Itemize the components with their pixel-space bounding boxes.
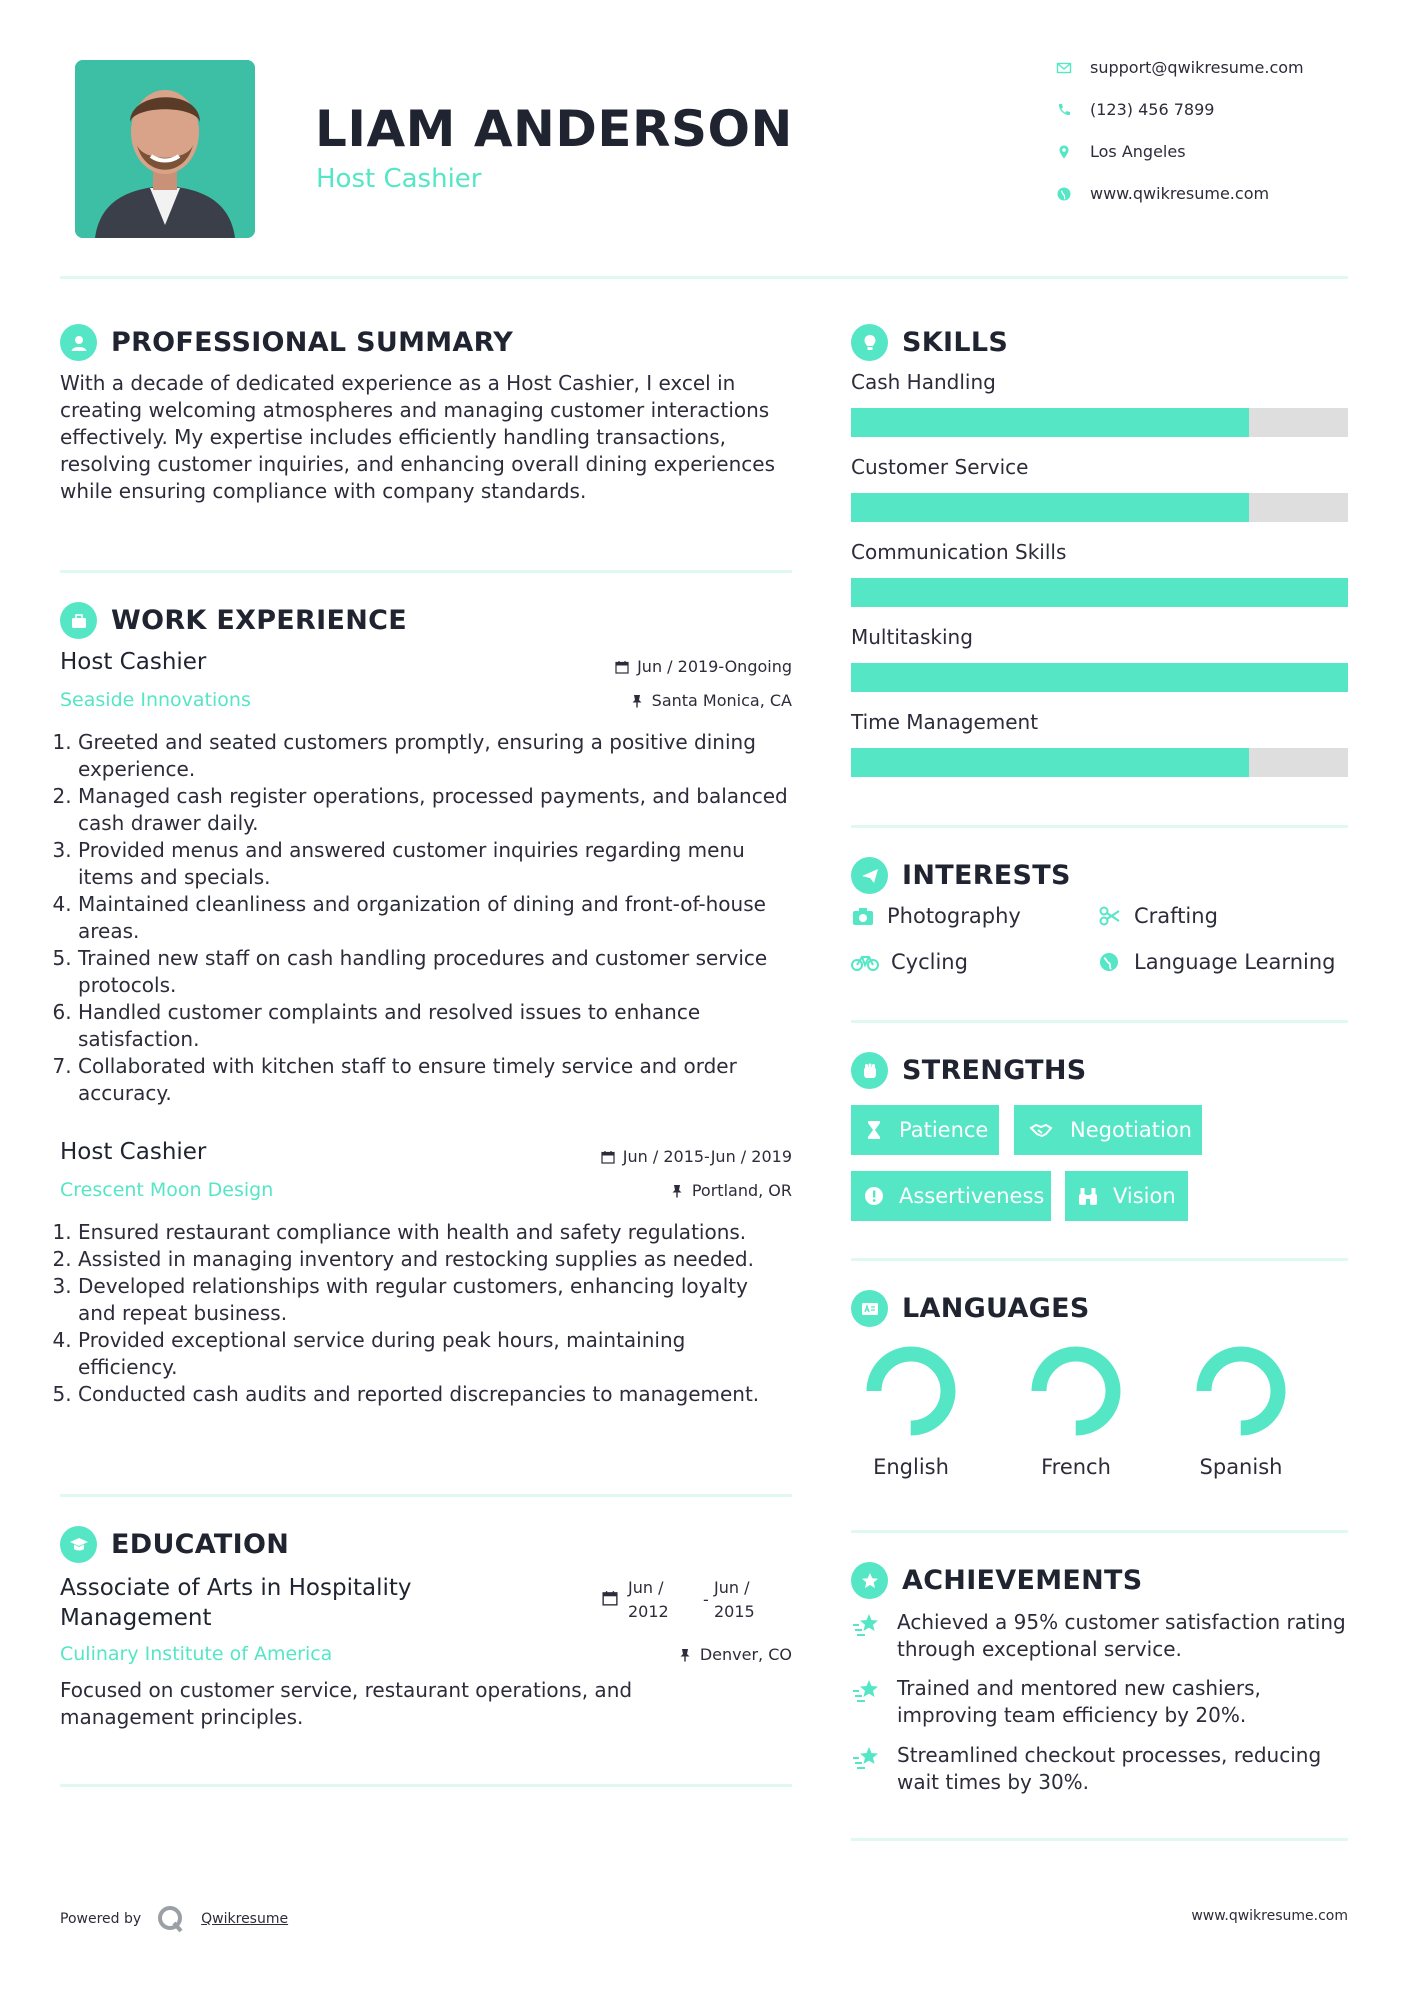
fist-icon xyxy=(851,1052,888,1089)
job-1-duty: 3. Provided menus and answered customer inquiries regarding menu items and specials. xyxy=(78,837,790,891)
avatar-illustration xyxy=(75,60,255,238)
interests-divider xyxy=(851,1020,1348,1023)
job-1-duty: 5. Trained new staff on cash handling procedures and customer service protocols. xyxy=(78,945,790,999)
job-2-duty: 5. Conducted cash audits and reported discrepancies to management. xyxy=(78,1381,790,1408)
footer-powered-by xyxy=(60,1905,288,1933)
camera-icon xyxy=(851,905,875,927)
calendar-icon xyxy=(615,660,629,674)
contact-phone-text: (123) 456 7899 xyxy=(1090,100,1215,119)
strength-chip xyxy=(1065,1171,1188,1221)
job-2-duty: 2. Assisted in managing inventory and restocking supplies as needed. xyxy=(78,1246,790,1273)
star-badge-icon xyxy=(851,1562,888,1599)
skills-divider xyxy=(851,825,1348,828)
achievement-item xyxy=(851,1609,1348,1663)
summary-heading xyxy=(60,324,513,361)
education-school: Culinary Institute of America xyxy=(60,1643,333,1665)
briefcase-icon xyxy=(60,602,97,639)
education-start-month: Jun / xyxy=(628,1578,664,1597)
education-end-month: Jun / xyxy=(714,1578,750,1597)
graduation-icon xyxy=(60,1526,97,1563)
job-2-company: Crescent Moon Design xyxy=(60,1179,274,1201)
contact-location xyxy=(1056,142,1186,161)
language-label: English xyxy=(873,1455,949,1479)
job-1-duty: 1. Greeted and seated customers promptly, ensuring a positive dining experience. xyxy=(78,729,790,783)
achievements-title: ACHIEVEMENTS xyxy=(902,1565,1143,1596)
contact-website-text: www.qwikresume.com xyxy=(1090,184,1270,203)
language-progress-ring xyxy=(1011,1345,1141,1437)
candidate-name: LIAM ANDERSON xyxy=(315,100,793,158)
strength-label: Assertiveness xyxy=(899,1184,1045,1208)
education-start-year: 2012 xyxy=(628,1602,669,1621)
phone-icon xyxy=(1056,102,1072,118)
job-2-duty: 4. Provided exceptional service during peak hours, maintaining efficiency. xyxy=(78,1327,790,1381)
skill-bar-fill xyxy=(851,578,1348,607)
skill-bar xyxy=(851,663,1348,692)
job-1-title: Host Cashier xyxy=(60,649,207,675)
user-icon xyxy=(60,324,97,361)
skill-bar xyxy=(851,578,1348,607)
envelope-icon xyxy=(1056,60,1072,76)
skill-name: Communication Skills xyxy=(851,540,1067,564)
summary-title: PROFESSIONAL SUMMARY xyxy=(111,327,514,358)
education-description: Focused on customer service, restaurant operations, and management principles. xyxy=(60,1678,633,1729)
interest-item xyxy=(851,904,1021,928)
job-2-location xyxy=(500,1181,792,1200)
education-location xyxy=(500,1645,792,1664)
language-label: French xyxy=(1041,1455,1111,1479)
strength-chip xyxy=(851,1171,1051,1221)
job-2-duty: 3. Developed relationships with regular customers, enhancing loyalty and repeat business. xyxy=(78,1273,790,1327)
globe-icon xyxy=(1056,186,1072,202)
qwikresume-logo-icon xyxy=(157,1905,185,1933)
interests-title: INTERESTS xyxy=(902,860,1071,891)
binoculars-icon xyxy=(1077,1185,1099,1207)
contact-location-text: Los Angeles xyxy=(1090,142,1186,161)
summary-divider xyxy=(60,570,792,573)
skill-name: Multitasking xyxy=(851,625,973,649)
hourglass-icon xyxy=(863,1119,885,1141)
interest-label: Photography xyxy=(887,904,1021,928)
interest-label: Crafting xyxy=(1134,904,1218,928)
pushpin-icon xyxy=(630,694,644,708)
header-divider xyxy=(60,276,1348,279)
language-progress-ring xyxy=(1176,1345,1306,1437)
education-title: EDUCATION xyxy=(111,1529,290,1560)
skill-bar-fill xyxy=(851,748,1249,777)
skill-name: Customer Service xyxy=(851,455,1029,479)
skill-bar xyxy=(851,408,1348,437)
interests-heading xyxy=(851,857,1071,894)
language-item xyxy=(1176,1345,1306,1479)
interest-item xyxy=(1098,904,1218,928)
strength-label: Negotiation xyxy=(1070,1118,1192,1142)
skill-name: Cash Handling xyxy=(851,370,996,394)
job-2-location-text: Portland, OR xyxy=(691,1181,792,1200)
shooting-star-icon xyxy=(851,1744,883,1772)
candidate-title: Host Cashier xyxy=(316,164,482,194)
job-1-location xyxy=(500,691,792,710)
language-card-icon xyxy=(851,1290,888,1327)
contact-website[interactable] xyxy=(1056,184,1269,203)
shooting-star-icon xyxy=(851,1611,883,1639)
languages-title: LANGUAGES xyxy=(902,1293,1090,1324)
language-item xyxy=(1011,1345,1141,1479)
contact-phone[interactable] xyxy=(1056,100,1214,119)
profile-photo xyxy=(75,60,255,238)
calendar-icon xyxy=(601,1150,615,1164)
skill-bar-fill xyxy=(851,493,1249,522)
achievement-item xyxy=(851,1675,1348,1729)
language-ring-arc xyxy=(1039,1354,1113,1428)
handshake-icon xyxy=(1026,1119,1056,1141)
education-location-text: Denver, CO xyxy=(699,1645,792,1664)
experience-title: WORK EXPERIENCE xyxy=(111,605,407,636)
job-1-dates-text: Jun / 2019-Ongoing xyxy=(637,657,792,676)
pushpin-icon xyxy=(678,1648,692,1662)
language-ring-arc xyxy=(874,1354,948,1428)
interest-item xyxy=(1098,950,1335,974)
exclamation-circle-icon xyxy=(863,1185,885,1207)
contact-email[interactable] xyxy=(1056,58,1304,77)
skill-name: Time Management xyxy=(851,710,1039,734)
strengths-divider xyxy=(851,1258,1348,1261)
interest-label: Language Learning xyxy=(1134,950,1336,974)
achievements-divider xyxy=(851,1838,1348,1841)
education-dates xyxy=(602,1578,792,1628)
achievement-text: Trained and mentored new cashiers, improving team efficiency by 20%. xyxy=(897,1676,1261,1727)
interest-label: Cycling xyxy=(891,950,968,974)
interest-item xyxy=(851,950,968,974)
experience-heading xyxy=(60,602,407,639)
languages-heading xyxy=(851,1290,1090,1327)
contact-email-text: support@qwikresume.com xyxy=(1090,58,1304,77)
footer-website[interactable]: www.qwikresume.com xyxy=(1191,1908,1348,1924)
qwikresume-link[interactable]: Qwikresume xyxy=(201,1911,289,1927)
job-2-dates-text: Jun / 2015-Jun / 2019 xyxy=(622,1147,792,1166)
summary-text: With a decade of dedicated experience as a Host Cashier, I excel in creating welcoming atmospheres and managing customer interactions effectively. My expertise includes efficiently handling transactions, resolving customer inquiries, and enhancing overall dining experiences while ensuring compliance with company standards. xyxy=(60,371,775,503)
language-progress-ring xyxy=(846,1345,976,1437)
job-1-duty: 7. Collaborated with kitchen staff to ensure timely service and order accuracy. xyxy=(78,1053,790,1107)
job-1-duty: 4. Maintained cleanliness and organization of dining and front-of-house areas. xyxy=(78,891,790,945)
lightbulb-icon xyxy=(851,324,888,361)
skills-title: SKILLS xyxy=(902,327,1009,358)
languages-divider xyxy=(851,1530,1348,1533)
education-divider xyxy=(60,1784,792,1787)
map-pin-icon xyxy=(1056,144,1072,160)
achievement-item xyxy=(851,1742,1348,1796)
job-1-dates xyxy=(500,657,792,676)
job-1-duty: 2. Managed cash register operations, processed payments, and balanced cash drawer daily. xyxy=(78,783,790,837)
skill-bar xyxy=(851,493,1348,522)
education-date-dash: - xyxy=(703,1590,709,1609)
job-2-title: Host Cashier xyxy=(60,1139,207,1165)
strength-label: Patience xyxy=(899,1118,989,1142)
bicycle-icon xyxy=(851,951,879,973)
job-2-duties xyxy=(60,1219,790,1408)
globe-icon xyxy=(1098,951,1122,973)
education-end-year: 2015 xyxy=(714,1602,755,1621)
strength-label: Vision xyxy=(1113,1184,1176,1208)
strengths-title: STRENGTHS xyxy=(902,1055,1087,1086)
language-item xyxy=(846,1345,976,1479)
achievement-text: Achieved a 95% customer satisfaction rating through exceptional service. xyxy=(897,1610,1346,1661)
pushpin-icon xyxy=(670,1184,684,1198)
powered-by-text: Powered by xyxy=(60,1911,142,1927)
shooting-star-icon xyxy=(851,1677,883,1705)
skills-heading xyxy=(851,324,1008,361)
strengths-heading xyxy=(851,1052,1087,1089)
strength-chip xyxy=(851,1105,999,1155)
language-label: Spanish xyxy=(1199,1455,1283,1479)
achievement-text: Streamlined checkout processes, reducing wait times by 30%. xyxy=(897,1743,1322,1794)
education-heading xyxy=(60,1526,289,1563)
skills-list xyxy=(851,370,1348,777)
experience-divider xyxy=(60,1494,792,1497)
skill-bar xyxy=(851,748,1348,777)
scissors-icon xyxy=(1098,905,1122,927)
job-1-duties xyxy=(60,729,790,1107)
job-1-location-text: Santa Monica, CA xyxy=(651,691,792,710)
job-1-duty: 6. Handled customer complaints and resolved issues to enhance satisfaction. xyxy=(78,999,790,1053)
paper-plane-icon xyxy=(851,857,888,894)
strength-chip xyxy=(1014,1105,1202,1155)
job-2-dates xyxy=(500,1147,792,1166)
achievements-heading xyxy=(851,1562,1143,1599)
skill-bar-fill xyxy=(851,408,1249,437)
language-ring-arc xyxy=(1204,1354,1278,1428)
job-1-company: Seaside Innovations xyxy=(60,689,251,711)
job-2-duty: 1. Ensured restaurant compliance with health and safety regulations. xyxy=(78,1219,790,1246)
education-degree: Associate of Arts in Hospitality Management xyxy=(60,1575,412,1631)
skill-bar-fill xyxy=(851,663,1348,692)
calendar-icon xyxy=(602,1590,618,1606)
